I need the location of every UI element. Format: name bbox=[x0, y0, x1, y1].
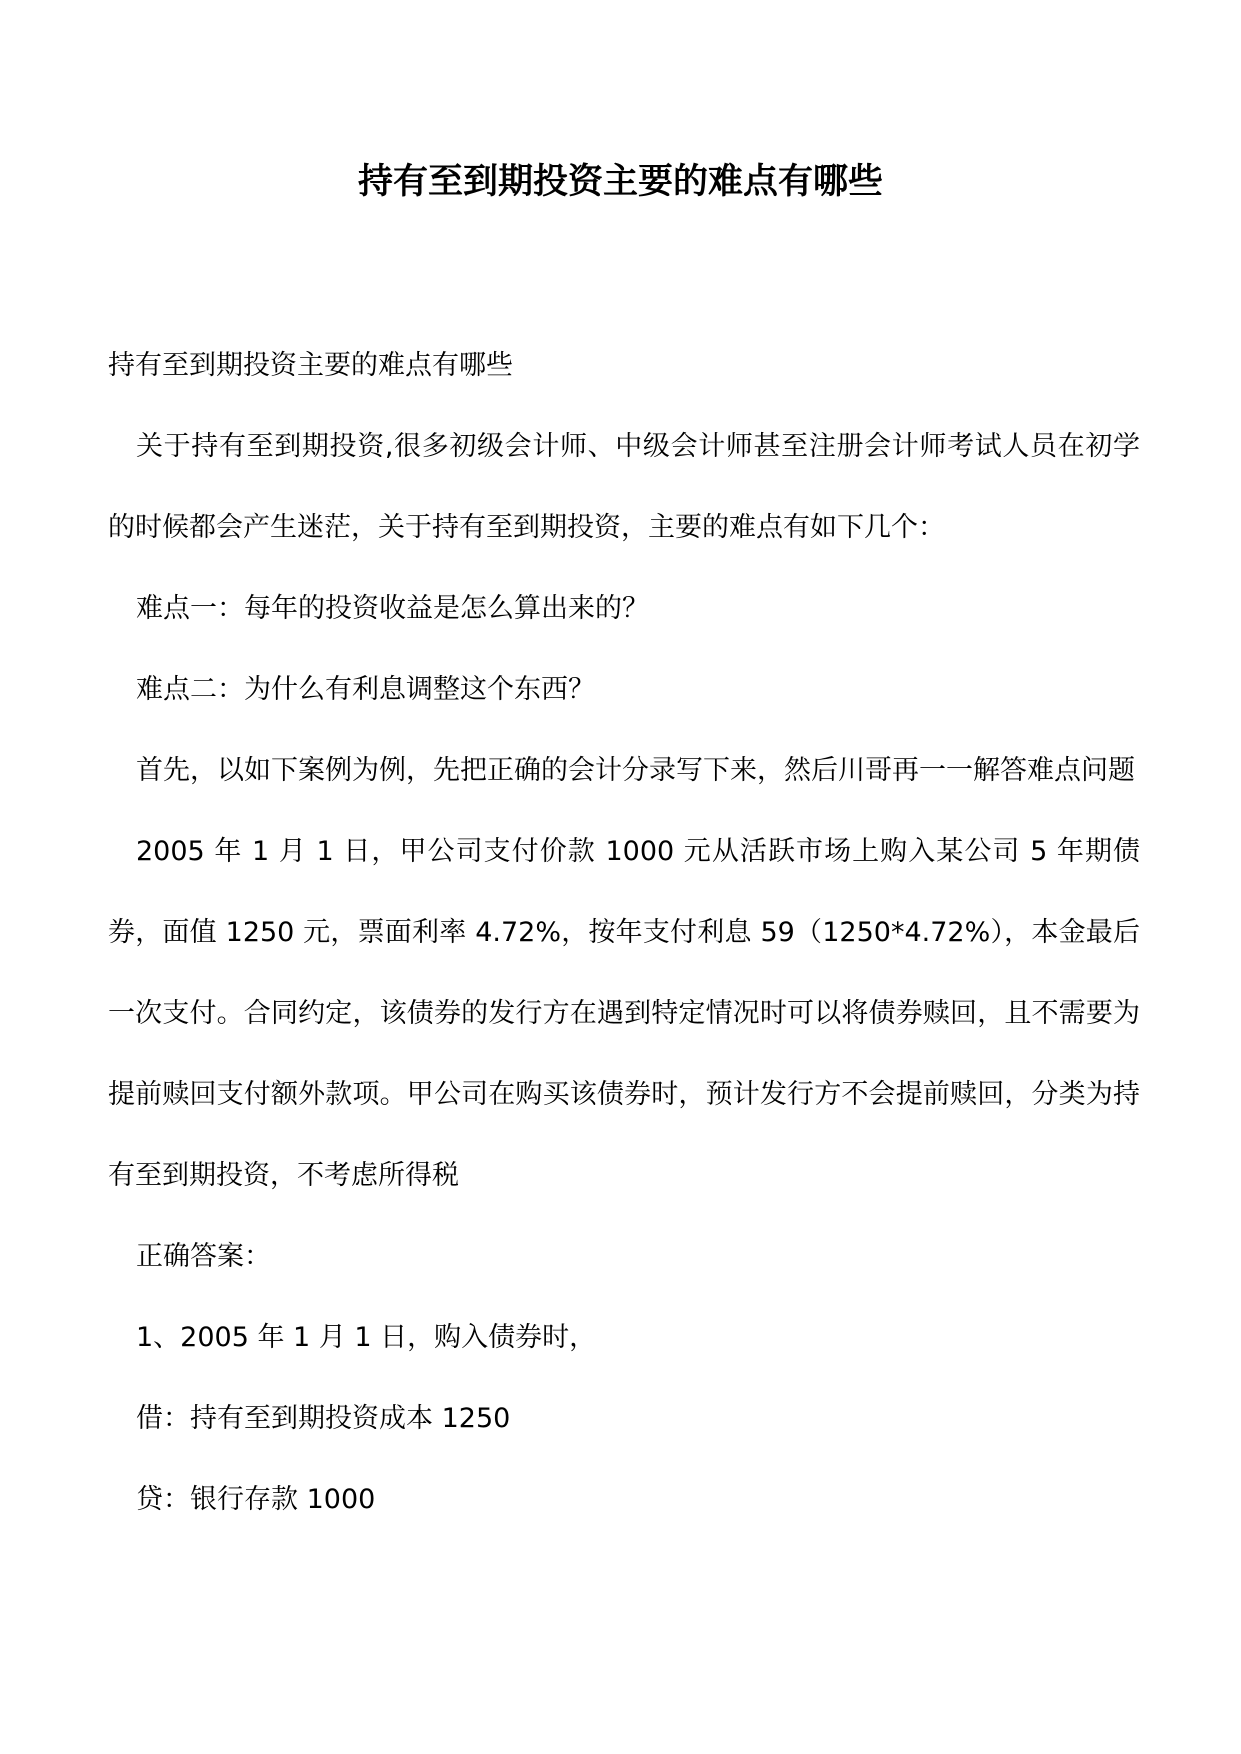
paragraph-difficulty-1: 难点一：每年的投资收益是怎么算出来的？ bbox=[136, 593, 649, 624]
paragraph-credit-entry: 贷：银行存款 1000 bbox=[136, 1484, 376, 1515]
paragraph-difficulty-2: 难点二：为什么有利息调整这个东西？ bbox=[136, 674, 595, 705]
paragraph-debit-entry: 借：持有至到期投资成本 1250 bbox=[136, 1403, 511, 1434]
paragraph-step-1: 1、2005 年 1 月 1 日，购入债券时， bbox=[136, 1322, 597, 1353]
paragraph-intro: 关于持有至到期投资,很多初级会计师、中级会计师甚至注册会计师考试人员在初学的时候都会产生迷茫，关于持有至到期投资，主要的难点有如下几个： bbox=[108, 431, 1140, 543]
document-title: 持有至到期投资主要的难点有哪些 bbox=[357, 161, 883, 202]
paragraph-case: 2005 年 1 月 1 日，甲公司支付价款 1000 元从活跃市场上购入某公司 5 年期债券，面值 1250 元，票面利率 4.72%，按年支付利息 59（1250*4.72%），本金最后一次支付。合同约定，该债券的发行方在遇到特定情况时可以将债券赎回，且不需要为提前赎回支付额外款项。甲公司在购买该债券时，预计发行方不会提前赎回，分类为持有至到期投资，不考虑所得税 bbox=[108, 836, 1140, 1191]
paragraph-approach: 首先，以如下案例为例，先把正确的会计分录写下来，然后川哥再一一解答难点问题 bbox=[136, 755, 1135, 786]
paragraph-answer-label: 正确答案： bbox=[136, 1241, 271, 1272]
document-body bbox=[108, 325, 1140, 1540]
section-heading: 持有至到期投资主要的难点有哪些 bbox=[108, 350, 513, 381]
